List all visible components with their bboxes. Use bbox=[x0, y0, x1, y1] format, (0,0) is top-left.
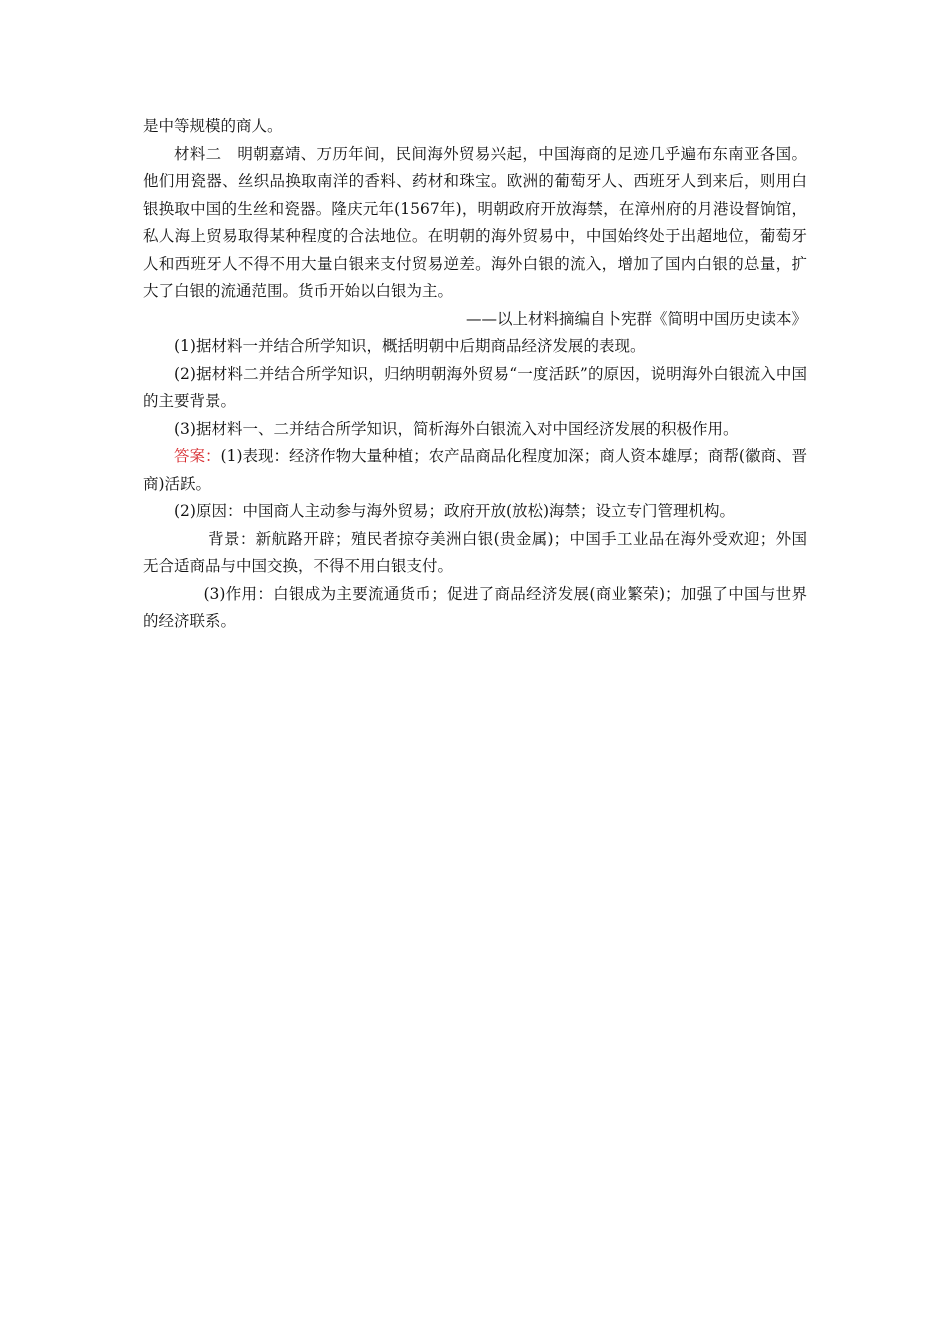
answer-2-background: 背景：新航路开辟；殖民者掠夺美洲白银(贵金属)；中国手工业品在海外受欢迎；外国无合适商品与中国交换，不得不用白银支付。 bbox=[143, 529, 807, 575]
answer-1 bbox=[143, 443, 807, 498]
question-1: (1)据材料一并结合所学知识，概括明朝中后期商品经济发展的表现。 bbox=[174, 337, 646, 355]
question-3: (3)据材料一、二并结合所学知识，简析海外白银流入对中国经济发展的积极作用。 bbox=[174, 419, 739, 438]
answer-3: (3)作用：白银成为主要流通货币；促进了商品经济发展(商业繁荣)；加强了中国与世界的经济联系。 bbox=[143, 584, 807, 630]
material2-text: 明朝嘉靖、万历年间，民间海外贸易兴起，中国海商的足迹几乎遍布东南亚各国。他们用瓷器、丝织品换取南洋的香料、药材和珠宝。欧洲的葡萄牙人、西班牙人到来后，则用白银换取中国的生丝和瓷器。隆庆元年(1567年)，明朝政府开放海禁，在漳州府的月港设督饷馆，私人海上贸易取得某种程度的合法地位。在明朝的海外贸易中，中国始终处于出超地位，葡萄牙人和西班牙人不得不用大量白银来支付贸易逆差。海外白银的流入，增加了国内白银的总量，扩大了白银的流通范围。货币开始以白银为主。 bbox=[143, 144, 807, 300]
document-page bbox=[143, 113, 807, 636]
material2-label: 材料二 bbox=[174, 144, 222, 163]
material-source: ——以上材料摘编自卜宪群《简明中国历史读本》 bbox=[465, 309, 807, 328]
question-2: (2)据材料二并结合所学知识，归纳明朝海外贸易“一度活跃”的原因，说明海外白银流入中国的主要背景。 bbox=[143, 364, 807, 410]
answer-1-text: (1)表现：经济作物大量种植；农产品商品化程度加深；商人资本雄厚；商帮(徽商、晋商)活跃。 bbox=[143, 447, 807, 493]
answer-2-reason: (2)原因：中国商人主动参与海外贸易；政府开放(放松)海禁；设立专门管理机构。 bbox=[174, 502, 736, 520]
material2-paragraph bbox=[143, 141, 807, 306]
material1-continuation: 是中等规模的商人。 bbox=[143, 117, 283, 135]
answer-label: 答案： bbox=[174, 447, 221, 465]
